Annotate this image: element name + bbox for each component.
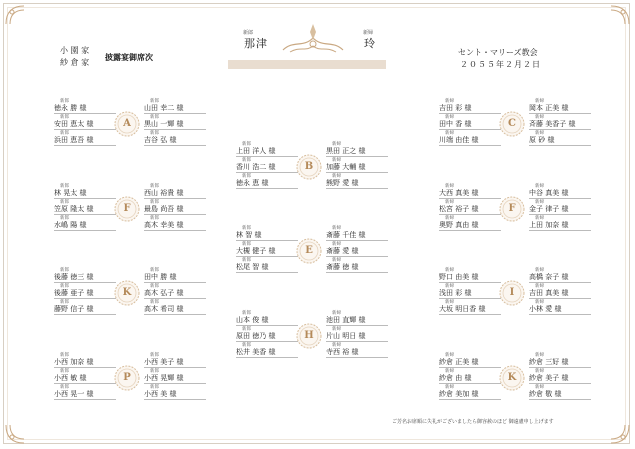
table-letter: C	[508, 118, 516, 129]
guest-name: 大西 真美 様	[439, 189, 501, 199]
guest-relation: 新婦	[332, 142, 341, 147]
guest-relation: 新婦	[332, 258, 341, 263]
guest-seat	[236, 242, 298, 257]
guest-name: 紗倉 三好 様	[529, 358, 591, 368]
guest-relation: 新郎	[150, 284, 159, 289]
guest-relation: 新郎	[60, 369, 69, 374]
guest-seat	[439, 131, 501, 146]
guest-relation: 新婦	[445, 216, 454, 221]
guest-seat	[326, 158, 388, 173]
guest-seat	[236, 343, 298, 358]
guest-name: 小西 美 様	[144, 390, 206, 400]
guest-seat	[439, 200, 501, 215]
table-letter: B	[304, 161, 314, 172]
table-letter: E	[305, 245, 313, 256]
guest-relation: 新郎	[242, 327, 251, 332]
guest-relation: 新郎	[60, 284, 69, 289]
guest-name: 小西 美子 様	[144, 358, 206, 368]
table-seal-icon	[114, 196, 140, 222]
table-letter: I	[509, 287, 515, 298]
guest-name: 吉谷 弘 様	[144, 136, 206, 146]
guest-relation: 新婦	[445, 131, 454, 136]
page-title: 披露宴御席次	[105, 53, 153, 62]
guest-seat	[439, 300, 501, 315]
guest-relation: 新郎	[150, 184, 159, 189]
guest-seat	[144, 184, 206, 199]
guest-name: 黒田 正之 様	[326, 147, 388, 157]
table-seal-icon	[114, 111, 140, 137]
guest-relation: 新婦	[332, 158, 341, 163]
guest-name: 小西 晃輝 様	[144, 374, 206, 384]
guest-name: 紗倉 由 様	[439, 374, 501, 384]
guest-relation: 新婦	[332, 311, 341, 316]
table-letter: A	[123, 118, 131, 129]
guest-relation: 新婦	[445, 369, 454, 374]
guest-name: 林 智 様	[236, 231, 298, 241]
guest-relation: 新郎	[242, 174, 251, 179]
table-letter: F	[123, 203, 131, 214]
guest-seat	[326, 242, 388, 257]
guest-name: 安田 恵太 様	[54, 120, 116, 130]
guest-seat	[54, 385, 116, 400]
guest-relation: 新婦	[535, 284, 544, 289]
guest-name: 斎藤 千佳 様	[326, 231, 388, 241]
guest-relation: 新郎	[60, 115, 69, 120]
guest-relation: 新婦	[332, 174, 341, 179]
guest-name: 紗倉 美子 様	[529, 374, 591, 384]
guest-relation: 新郎	[150, 99, 159, 104]
guest-relation: 新郎	[150, 200, 159, 205]
guest-relation: 新郎	[150, 385, 159, 390]
guest-name: 加藤 大輔 様	[326, 163, 388, 173]
guest-name: 徳永 恵 様	[236, 179, 298, 189]
table-seal-icon	[114, 280, 140, 306]
groom-name: 那津	[244, 37, 268, 50]
guest-seat	[529, 131, 591, 146]
guest-relation: 新婦	[445, 300, 454, 305]
guest-relation: 新郎	[242, 258, 251, 263]
guest-seat	[236, 311, 298, 326]
guest-seat	[326, 343, 388, 358]
guest-relation: 新郎	[242, 242, 251, 247]
guest-relation: 新郎	[242, 158, 251, 163]
guest-seat	[144, 369, 206, 384]
guest-relation: 新婦	[535, 353, 544, 358]
guest-seat	[326, 327, 388, 342]
guest-name: 香川 浩二 様	[236, 163, 298, 173]
guest-seat	[236, 258, 298, 273]
corner-ornament-icon	[4, 423, 26, 445]
guest-relation: 新婦	[535, 184, 544, 189]
guest-relation: 新婦	[445, 385, 454, 390]
guest-relation: 新婦	[445, 99, 454, 104]
guest-name: 山田 幸二 様	[144, 104, 206, 114]
guest-relation: 新婦	[535, 131, 544, 136]
bride-name: 玲	[364, 37, 376, 50]
guest-seat	[236, 327, 298, 342]
guest-seat	[326, 226, 388, 241]
guest-relation: 新郎	[60, 200, 69, 205]
guest-seat	[529, 284, 591, 299]
guest-name: 寺西 裕 様	[326, 348, 388, 358]
guest-relation: 新婦	[332, 327, 341, 332]
guest-name: 川端 由佳 様	[439, 136, 501, 146]
guest-seat	[326, 174, 388, 189]
guest-seat	[54, 184, 116, 199]
guest-seat	[144, 200, 206, 215]
guest-relation: 新郎	[242, 311, 251, 316]
guest-seat	[144, 115, 206, 130]
guest-relation: 新婦	[445, 184, 454, 189]
guest-name: 黒山 一輝 様	[144, 120, 206, 130]
bride-label: 新婦	[363, 30, 374, 36]
guest-relation: 新婦	[535, 369, 544, 374]
guest-name: 藤野 信子 様	[54, 305, 116, 315]
guest-name: 斉藤 美香子 様	[529, 120, 591, 130]
guest-seat	[54, 300, 116, 315]
guest-relation: 新郎	[150, 131, 159, 136]
guest-seat	[144, 385, 206, 400]
guest-seat	[529, 268, 591, 283]
guest-relation: 新郎	[242, 142, 251, 147]
guest-seat	[54, 99, 116, 114]
guest-name: 後藤 亜子 様	[54, 289, 116, 299]
guest-relation: 新郎	[242, 343, 251, 348]
guest-seat	[236, 158, 298, 173]
guest-relation: 新郎	[150, 268, 159, 273]
guest-name: 吉田 彩 様	[439, 104, 501, 114]
guest-name: 小林 愛 様	[529, 305, 591, 315]
guest-name: 斎藤 愛 様	[326, 247, 388, 257]
guest-seat	[144, 284, 206, 299]
guest-name: 中谷 真美 様	[529, 189, 591, 199]
footer-note: ご芳名お席順に失礼がございましたら御容赦のほど 御遠慮申し上げます	[392, 419, 554, 425]
guest-name: 紗倉 美加 様	[439, 390, 501, 400]
guest-name: 大槻 健子 様	[236, 247, 298, 257]
guest-seat	[439, 385, 501, 400]
guest-name: 上田 加奈 様	[529, 221, 591, 231]
guest-seat	[529, 184, 591, 199]
guest-name: 池田 直輝 様	[326, 316, 388, 326]
guest-seat	[54, 200, 116, 215]
guest-name: 山本 俊 様	[236, 316, 298, 326]
groom-label: 新郎	[243, 30, 254, 36]
guest-relation: 新婦	[445, 115, 454, 120]
table-letter: F	[508, 203, 516, 214]
guest-relation: 新婦	[332, 343, 341, 348]
guest-relation: 新婦	[535, 200, 544, 205]
guest-name: 小西 晃一 様	[54, 390, 116, 400]
guest-seat	[144, 99, 206, 114]
table-seal-icon	[499, 196, 525, 222]
guest-name: 松宮 裕子 様	[439, 205, 501, 215]
guest-name: 松尾 智 様	[236, 263, 298, 273]
guest-name: 奥野 真由 様	[439, 221, 501, 231]
table-seal-icon	[296, 238, 322, 264]
guest-name: 高木 弘子 様	[144, 289, 206, 299]
guest-name: 高木 幸美 様	[144, 221, 206, 231]
guest-name: 西山 裕貴 様	[144, 189, 206, 199]
guest-name: 田中 香 様	[439, 120, 501, 130]
guest-relation: 新婦	[535, 99, 544, 104]
guest-seat	[439, 284, 501, 299]
family-name-2: 紗 倉 家	[60, 58, 90, 67]
table-seal-icon	[296, 154, 322, 180]
guest-name: 熊野 愛 様	[326, 179, 388, 189]
guest-name: 原 砂 様	[529, 136, 591, 146]
table-letter: P	[123, 372, 131, 383]
guest-seat	[54, 353, 116, 368]
guest-name: 高橋 奈子 様	[529, 273, 591, 283]
guest-relation: 新郎	[60, 268, 69, 273]
guest-seat	[144, 216, 206, 231]
guest-relation: 新郎	[60, 99, 69, 104]
guest-seat	[144, 353, 206, 368]
guest-seat	[54, 284, 116, 299]
guest-name: 大坂 明日香 様	[439, 305, 501, 315]
guest-seat	[439, 99, 501, 114]
guest-seat	[326, 311, 388, 326]
guest-seat	[326, 258, 388, 273]
guest-name: 小西 敏 様	[54, 374, 116, 384]
guest-seat	[236, 226, 298, 241]
corner-ornament-icon	[609, 4, 631, 26]
guest-name: 浜田 恵吾 様	[54, 136, 116, 146]
guest-relation: 新郎	[60, 131, 69, 136]
guest-name: 金子 律子 様	[529, 205, 591, 215]
guest-name: 徳永 勝 様	[54, 104, 116, 114]
guest-name: 最島 尚吾 様	[144, 205, 206, 215]
guest-seat	[54, 115, 116, 130]
header-band	[228, 60, 386, 69]
crest-ornament-icon	[278, 20, 348, 56]
guest-seat	[529, 99, 591, 114]
guest-name: 斎藤 徳 様	[326, 263, 388, 273]
guest-seat	[54, 268, 116, 283]
guest-relation: 新郎	[150, 300, 159, 305]
guest-relation: 新郎	[150, 115, 159, 120]
guest-name: 岡本 正美 様	[529, 104, 591, 114]
guest-seat	[236, 142, 298, 157]
guest-relation: 新婦	[445, 200, 454, 205]
guest-relation: 新郎	[150, 353, 159, 358]
guest-seat	[529, 369, 591, 384]
guest-name: 松井 美香 様	[236, 348, 298, 358]
guest-seat	[54, 216, 116, 231]
table-letter: H	[304, 330, 314, 341]
guest-name: 紗倉 敬 様	[529, 390, 591, 400]
guest-seat	[529, 300, 591, 315]
guest-seat	[236, 174, 298, 189]
guest-name: 後藤 徳三 様	[54, 273, 116, 283]
guest-name: 笠原 隆太 様	[54, 205, 116, 215]
guest-relation: 新郎	[150, 369, 159, 374]
guest-name: 田中 勝 様	[144, 273, 206, 283]
guest-relation: 新婦	[535, 216, 544, 221]
guest-name: 浅田 彩 様	[439, 289, 501, 299]
guest-seat	[529, 353, 591, 368]
guest-relation: 新婦	[445, 353, 454, 358]
guest-relation: 新婦	[332, 242, 341, 247]
guest-name: 上田 洋人 様	[236, 147, 298, 157]
guest-relation: 新郎	[60, 385, 69, 390]
guest-name: 高木 希司 様	[144, 305, 206, 315]
guest-seat	[439, 268, 501, 283]
guest-relation: 新郎	[242, 226, 251, 231]
guest-seat	[54, 131, 116, 146]
wedding-date: ２０５５年２月２日	[460, 60, 541, 69]
table-seal-icon	[499, 111, 525, 137]
guest-seat	[529, 200, 591, 215]
guest-seat	[529, 385, 591, 400]
table-letter: K	[122, 287, 132, 298]
guest-relation: 新婦	[445, 268, 454, 273]
table-seal-icon	[499, 365, 525, 391]
guest-seat	[144, 300, 206, 315]
guest-seat	[529, 216, 591, 231]
guest-name: 野口 由美 様	[439, 273, 501, 283]
guest-relation: 新郎	[60, 300, 69, 305]
guest-relation: 新婦	[445, 284, 454, 289]
guest-seat	[439, 369, 501, 384]
guest-seat	[439, 353, 501, 368]
guest-seat	[439, 216, 501, 231]
guest-seat	[529, 115, 591, 130]
guest-name: 吉田 真美 様	[529, 289, 591, 299]
guest-relation: 新婦	[535, 115, 544, 120]
guest-relation: 新婦	[535, 300, 544, 305]
corner-ornament-icon	[4, 4, 26, 26]
venue-name: セント・マリーズ教会	[458, 48, 538, 57]
table-seal-icon	[296, 323, 322, 349]
guest-name: 紗倉 正美 様	[439, 358, 501, 368]
guest-name: 水嶋 陽 様	[54, 221, 116, 231]
guest-relation: 新婦	[535, 268, 544, 273]
guest-name: 小西 加奈 様	[54, 358, 116, 368]
guest-relation: 新郎	[60, 216, 69, 221]
guest-seat	[144, 268, 206, 283]
guest-relation: 新郎	[60, 184, 69, 189]
table-seal-icon	[114, 365, 140, 391]
family-name-1: 小 園 家	[60, 46, 90, 55]
guest-relation: 新婦	[535, 385, 544, 390]
guest-seat	[144, 131, 206, 146]
table-letter: K	[507, 372, 517, 383]
guest-relation: 新郎	[60, 353, 69, 358]
corner-ornament-icon	[609, 423, 631, 445]
guest-name: 片山 明日 様	[326, 332, 388, 342]
guest-relation: 新郎	[150, 216, 159, 221]
guest-seat	[439, 184, 501, 199]
guest-relation: 新婦	[332, 226, 341, 231]
guest-name: 林 晃太 様	[54, 189, 116, 199]
table-seal-icon	[499, 280, 525, 306]
guest-seat	[326, 142, 388, 157]
guest-name: 原田 徳乃 様	[236, 332, 298, 342]
guest-seat	[439, 115, 501, 130]
guest-seat	[54, 369, 116, 384]
